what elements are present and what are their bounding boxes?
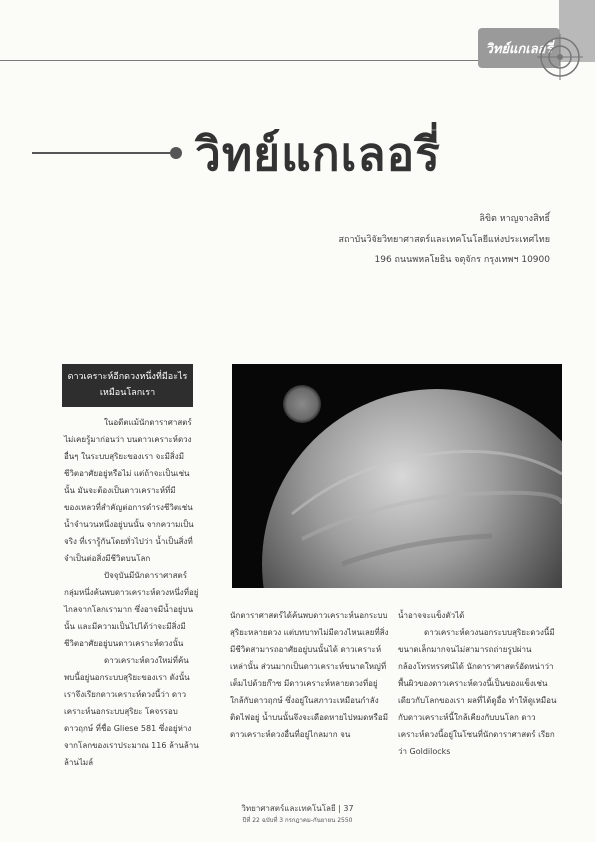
body-column-1 [64,414,199,771]
footer-journal: วิทยาศาสตร์และเทคโนโลยี | 37 [241,804,354,813]
page-title: วิทย์แกเลอรี่ [195,127,441,181]
sidebar-heading-line2: เหมือนโลกเรา [99,388,156,398]
title-bullet-icon [170,147,182,159]
paragraph: ในอดีตแม้นักดาราศาสตร์ไม่เคยรู้มาก่อนว่า บนดาวเคราะห์ดวงอื่นๆ ในระบบสุริยะของเรา จะมีสิ่งมีชีวิตอาศัยอยู่หรือไม่ แต่ถ้าจะเป็นเช่นนั้น มันจะต้องเป็นดาวเคราะห์ที่มีของเหลวที่สำคัญต่อการดำรงชีวิตเช่นน้ำจำนวนหนึ่งอยู่บนนั้น จากความเป็นจริง ที่เรารู้กันโดยทั่วไปว่า น้ำเป็นสิ่งที่จำเป็นต่อสิ่งมีชีวิตบนโลก [64,418,194,563]
header-rule [0,60,560,61]
body-column-2 [230,607,390,743]
star-disc [283,385,321,423]
paragraph: ปัจจุบันมีนักดาราศาสตร์กลุ่มหนึ่งค้นพบดาวเคราะห์ดวงหนึ่งที่อยู่ไกลจากโลกเรามาก ซึ่งอาจมีน้ำอยู่บนนั้น และมีความเป็นไปได้ว่าจะมีสิ่งมีชีวิตอาศัยอยู่บนดาวเคราะห์ดวงนั้น [64,571,199,648]
paragraph: ดาวเคราะห์ดวงนอกระบบสุริยะดวงนี้มีขนาดเล็กมากจนไม่สามารถถ่ายรูปผ่านกล้องโทรทรรศน์ได้ นักดาราศาสตร์อัดหน่าว่า พื้นผิวของดาวเคราะห์ดวงนี้เป็นของแข็งเช่นเดียวกับโลกของเรา ผลที่ได้ดูอื่อ ทำให้ดูเหมือนกับดาวเคราะห์นี้ใกล้เคียงกับบนโลก ดาวเคราะห์ดวงนี้อยู่ในโซนที่นักดาราศาสตร์ เรียกว่า Goldilocks [398,628,557,756]
footer-issue: ปีที่ 22 ฉบับที่ 3 กรกฎาคม-กันยายน 2550 [242,817,353,824]
author-address: 196 ถนนพหลโยธิน จตุจักร กรุงเทพฯ 10900 [374,255,550,265]
planet-illustration [232,364,562,588]
author-institution: สถาบันวิจัยวิทยาศาสตร์และเทคโนโลยีแห่งประเทศไทย [338,235,550,245]
planet-image [232,364,562,588]
section-label: วิทย์แกเลอรี่ [485,42,553,57]
title-rule [32,152,170,154]
sidebar-heading-line1: ดาวเคราะห์อีกดวงหนึ่งที่มีอะไร [67,372,188,382]
paragraph: ดาวเคราะห์ดวงใหม่ที่ค้นพบนี้อยู่นอกระบบสุริยะของเรา ดังนั้นเราจึงเรียกดาวเคราะห์ดวงนี้ว่า ดาวเคราะห์นอกระบบสุริยะ โคจรรอบดาวฤกษ์ ที่ชื่อ Gliese 581 ซึ่งอยู่ห่างจากโลกของเราประมาณ 116 ล้านล้านล้านไมล์ [64,656,199,767]
author-name: ลิขิต หาญจางสิทธิ์ [479,214,550,224]
paragraph: น้ำอาจจะแข็งตัวได้ [398,611,465,620]
body-column-3 [398,607,561,760]
paragraph: นักดาราศาสตร์ได้ค้นพบดาวเคราะห์นอกระบบสุริยะหลายดวง แต่บทบาทไม่มีดวงไหนเลยที่สิ่งมีชีวิตสามารถอาศัยอยู่บนนั้นได้ ดาวเคราะห์เหล่านั้น ส่วนมากเป็นดาวเคราะห์ขนาดใหญ่ที่เต็มไปด้วยก๊าซ มีดาวเคราะห์หลายดวงที่อยู่ใกล้กับดาวฤกษ์ ซึ่งอยู่ในสภาวะเหมือนกำลังติดไฟอยู่ น้ำบนนั้นจึงจะเดือดหายไปหมดหรือมีดาวเคราะห์ดวงอื่นที่อยู่ไกลมาก จน [230,611,389,739]
target-icon [537,34,583,80]
sidebar-heading [62,369,193,401]
